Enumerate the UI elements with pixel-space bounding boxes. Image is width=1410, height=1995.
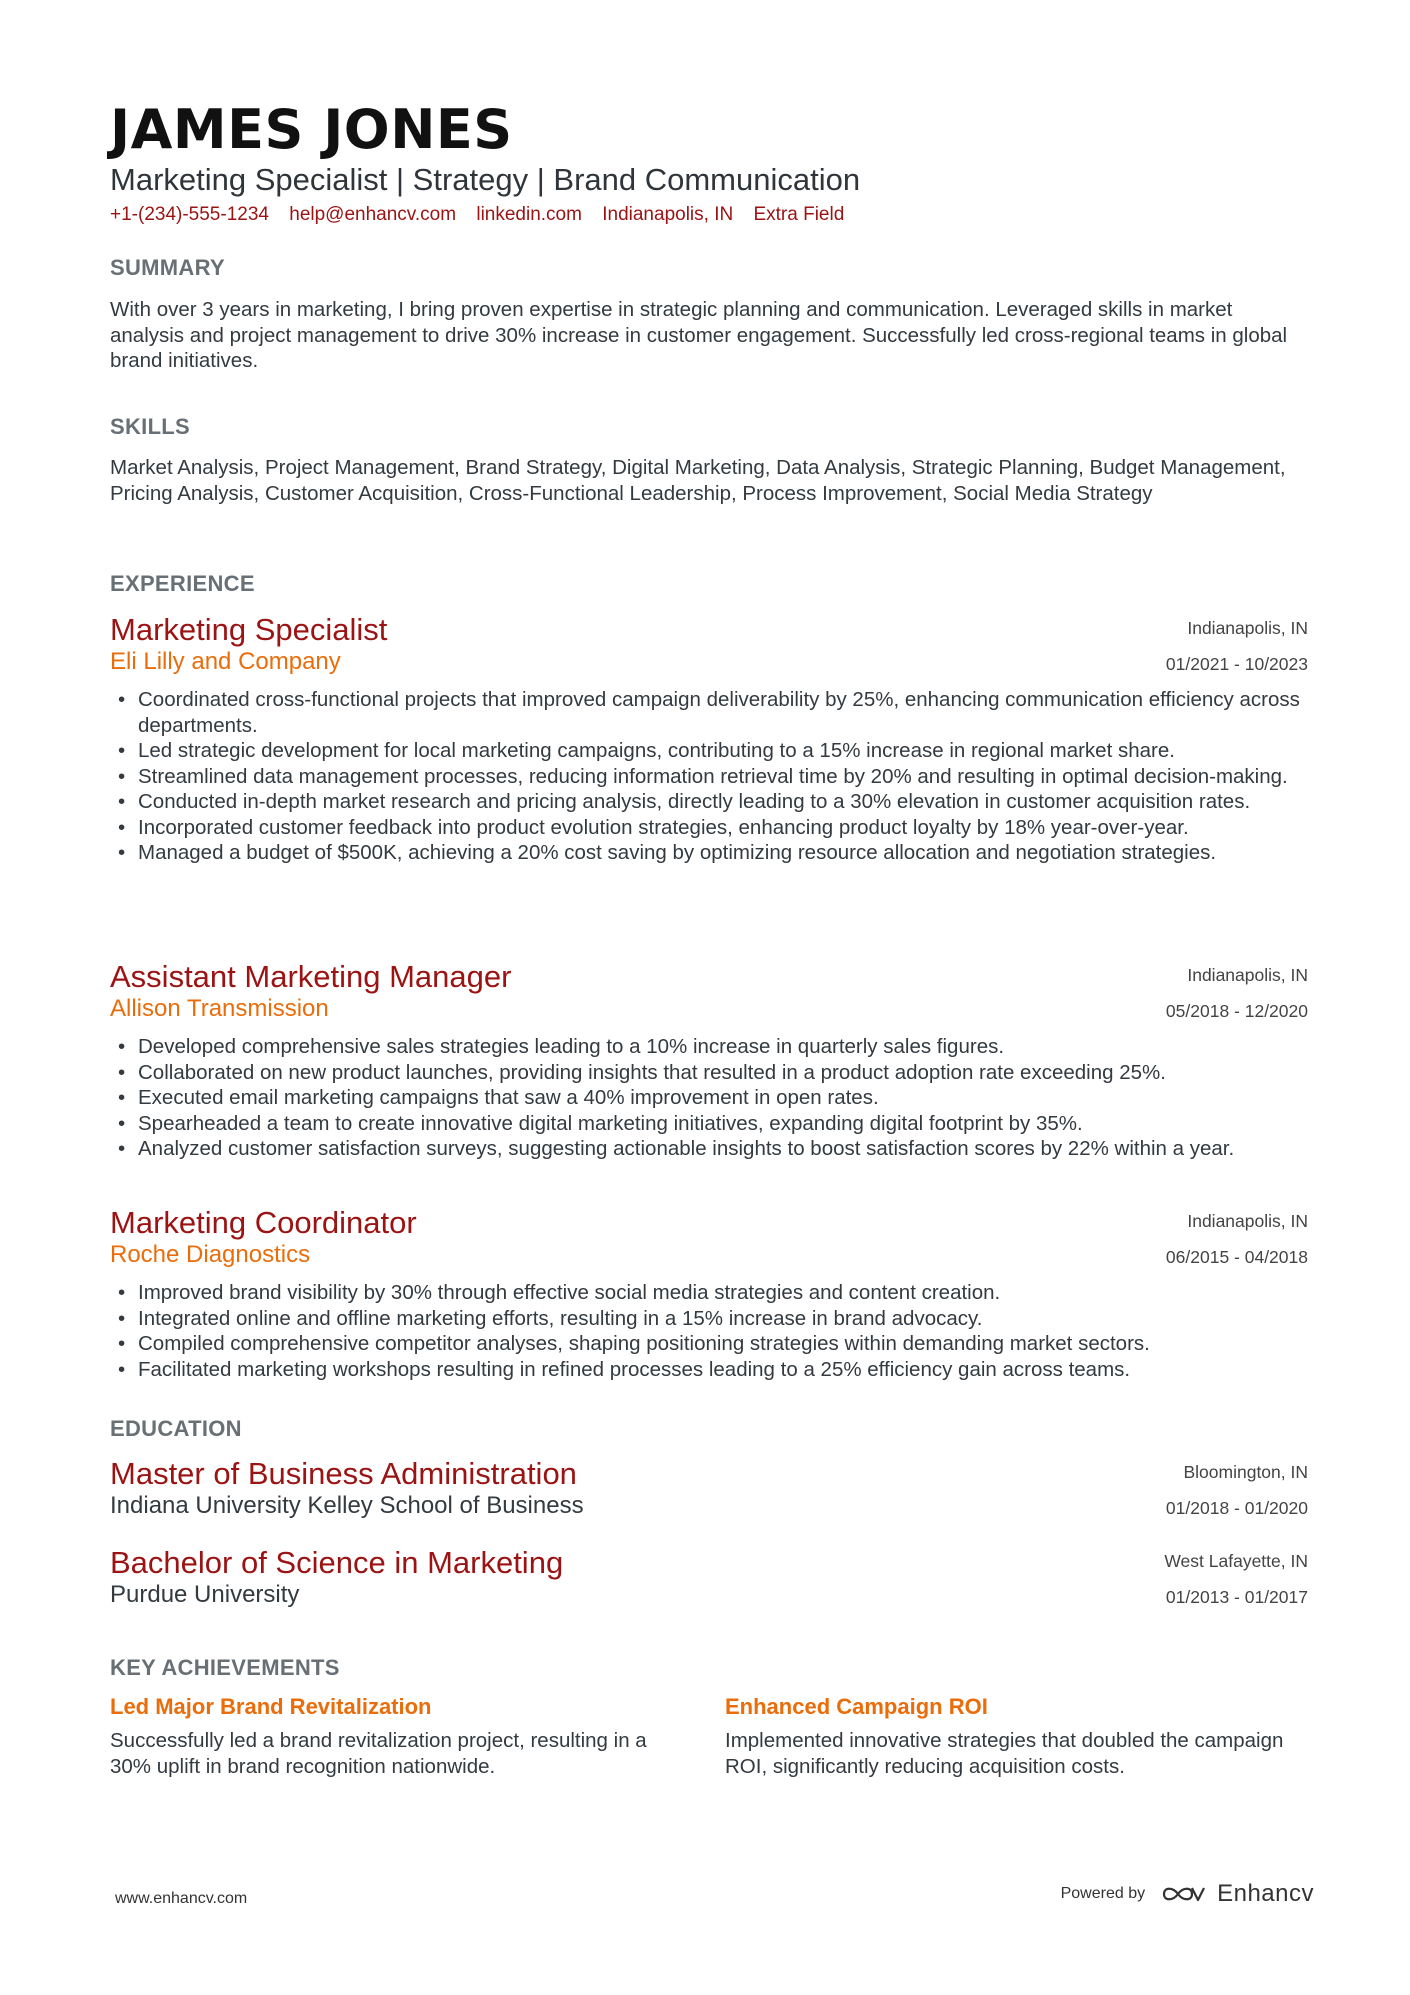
summary-heading: SUMMARY	[110, 255, 225, 280]
education-location: West Lafayette, IN	[1164, 1551, 1308, 1571]
skills-text: Market Analysis, Project Management, Brand Strategy, Digital Marketing, Data Analysis, Strategic Planning, Budget Management, Pricing Analysis, Customer Acquisition, Cross-Functional Leadership, Process Improvement, Social Media Strategy	[110, 456, 1286, 505]
job-dates: 01/2021 - 10/2023	[1165, 654, 1308, 674]
job-bullet: • Led strategic development for local marketing campaigns, contributing to a 15% increase in regional market share.	[110, 738, 1308, 764]
contact-line	[110, 202, 859, 228]
degree-title: Bachelor of Science in Marketing	[110, 1545, 564, 1580]
job-title: Assistant Marketing Manager	[110, 959, 512, 994]
job-bullet: • Compiled comprehensive competitor analyses, shaping positioning strategies within demanding market sectors.	[110, 1331, 1308, 1357]
enhancv-logo-icon	[1161, 1882, 1207, 1906]
job-dates: 06/2015 - 04/2018	[1165, 1247, 1308, 1267]
job-bullet: • Analyzed customer satisfaction surveys, suggesting actionable insights to boost satisfaction scores by 22% within a year.	[110, 1136, 1308, 1162]
job-bullet: • Managed a budget of $500K, achieving a 20% cost saving by optimizing resource allocation and negotiation strategies.	[110, 840, 1308, 866]
contact-phone[interactable]: +1-(234)-555-1234	[110, 204, 269, 225]
summary-text: With over 3 years in marketing, I bring proven expertise in strategic planning and communication. Leveraged skills in market analysis and project management to drive 30% increase in customer engagement. Successfully led cross-regional teams in global brand initiatives.	[110, 298, 1288, 372]
school-name: Purdue University	[110, 1581, 300, 1608]
job-location: Indianapolis, IN	[1187, 618, 1308, 638]
job-title: Marketing Coordinator	[110, 1205, 417, 1240]
achievements-heading: KEY ACHIEVEMENTS	[110, 1655, 340, 1680]
job-bullets	[110, 1280, 1308, 1382]
footer-branding	[1061, 1880, 1314, 1908]
job-company: Allison Transmission	[110, 995, 329, 1022]
enhancv-brand-name: Enhancv	[1217, 1880, 1314, 1907]
education-location: Bloomington, IN	[1183, 1462, 1308, 1482]
skills-heading: SKILLS	[110, 414, 191, 439]
job-bullet: • Collaborated on new product launches, providing insights that resulted in a product adoption rate exceeding 25%.	[110, 1060, 1308, 1086]
job-location: Indianapolis, IN	[1187, 965, 1308, 985]
contact-extra-field: Extra Field	[753, 204, 845, 225]
achievement-item	[725, 1692, 1305, 1779]
job-bullet: • Improved brand visibility by 30% through effective social media strategies and content creation.	[110, 1280, 1308, 1306]
education-heading: EDUCATION	[110, 1416, 242, 1441]
job-bullets	[110, 687, 1308, 866]
degree-title: Master of Business Administration	[110, 1456, 577, 1491]
job-location: Indianapolis, IN	[1187, 1211, 1308, 1231]
job-dates: 05/2018 - 12/2020	[1165, 1001, 1308, 1021]
contact-location: Indianapolis, IN	[602, 204, 734, 225]
job-bullet: • Facilitated marketing workshops resulting in refined processes leading to a 25% efficiency gain across teams.	[110, 1357, 1308, 1383]
job-bullet: • Spearheaded a team to create innovative digital marketing initiatives, expanding digital footprint by 35%.	[110, 1111, 1308, 1137]
job-bullet: • Executed email marketing campaigns that saw a 40% improvement in open rates.	[110, 1085, 1308, 1111]
job-bullet: • Incorporated customer feedback into product evolution strategies, enhancing product loyalty by 18% year-over-year.	[110, 815, 1308, 841]
job-bullet: • Streamlined data management processes, reducing information retrieval time by 20% and resulting in optimal decision-making.	[110, 764, 1308, 790]
achievement-title: Led Major Brand Revitalization	[110, 1694, 432, 1719]
job-company: Eli Lilly and Company	[110, 648, 341, 675]
job-bullet: • Conducted in-depth market research and pricing analysis, directly leading to a 30% elevation in customer acquisition rates.	[110, 789, 1308, 815]
powered-by-label: Powered by	[1060, 1885, 1146, 1902]
job-bullet: • Developed comprehensive sales strategies leading to a 10% increase in quarterly sales figures.	[110, 1034, 1308, 1060]
school-name: Indiana University Kelley School of Business	[110, 1492, 584, 1519]
education-dates: 01/2013 - 01/2017	[1165, 1587, 1308, 1607]
footer-website[interactable]: www.enhancv.com	[115, 1890, 248, 1907]
achievement-desc: Implemented innovative strategies that doubled the campaign ROI, significantly reducing acquisition costs.	[725, 1729, 1284, 1778]
headline: Marketing Specialist | Strategy | Brand Communication	[110, 162, 861, 197]
contact-email[interactable]: help@enhancv.com	[289, 204, 457, 225]
job-company: Roche Diagnostics	[110, 1241, 311, 1268]
experience-heading: EXPERIENCE	[110, 571, 255, 596]
enhancv-logo[interactable]	[1161, 1880, 1314, 1908]
job-title: Marketing Specialist	[110, 612, 388, 647]
contact-linkedin[interactable]: linkedin.com	[476, 204, 582, 225]
achievement-desc: Successfully led a brand revitalization project, resulting in a 30% uplift in brand recognition nationwide.	[110, 1729, 647, 1778]
education-dates: 01/2018 - 01/2020	[1165, 1498, 1308, 1518]
job-bullet: • Integrated online and offline marketing efforts, resulting in a 15% increase in brand advocacy.	[110, 1306, 1308, 1332]
job-bullet: • Coordinated cross-functional projects that improved campaign deliverability by 25%, enhancing communication efficiency across departments.	[110, 687, 1308, 738]
achievement-title: Enhanced Campaign ROI	[725, 1694, 988, 1719]
candidate-name: JAMES JONES	[110, 98, 513, 161]
job-bullets	[110, 1034, 1308, 1162]
achievement-item	[110, 1692, 690, 1779]
